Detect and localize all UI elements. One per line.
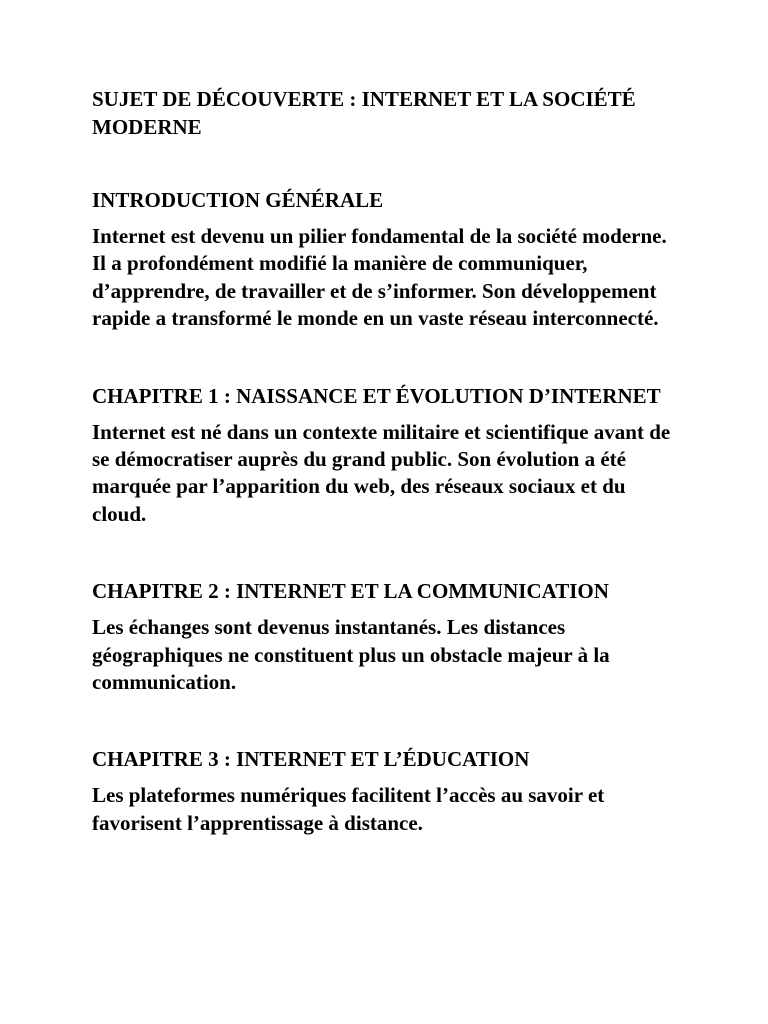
section-paragraph: Internet est né dans un contexte militaire et scientifique avant de se démocratiser auprès du grand public. Son évolution a été marquée par l’apparition du web, des réseaux sociaux et du cloud. [92,419,671,526]
section-heading: INTRODUCTION GÉNÉRALE [92,188,384,212]
section-heading: CHAPITRE 3 : INTERNET ET L’ÉDUCATION [92,747,530,772]
section-heading: CHAPITRE 1 : NAISSANCE ET ÉVOLUTION D’INTERNET [92,383,661,408]
section-paragraph: Les plateformes numériques facilitent l’accès au savoir et favorisent l’apprentissage à distance. [92,783,605,835]
section-chapter-2 [92,578,672,696]
section-paragraph: Internet est devenu un pilier fondamental de la société moderne. Il a profondément modifié la manière de communiquer, d’apprendre, de travailler et de s’informer. Son développement rapide a transformé le monde en un vaste réseau interconnecté. [92,224,667,331]
section-chapter-3 [92,746,672,837]
section-introduction [92,187,672,333]
document-title: SUJET DE DÉCOUVERTE : INTERNET ET LA SOCIÉTÉ MODERNE [92,87,636,139]
section-chapter-1 [92,383,672,529]
section-paragraph: Les échanges sont devenus instantanés. Les distances géographiques ne constituent plus un obstacle majeur à la communication. [92,615,610,695]
section-heading: CHAPITRE 2 : INTERNET ET LA COMMUNICATION [92,579,609,604]
